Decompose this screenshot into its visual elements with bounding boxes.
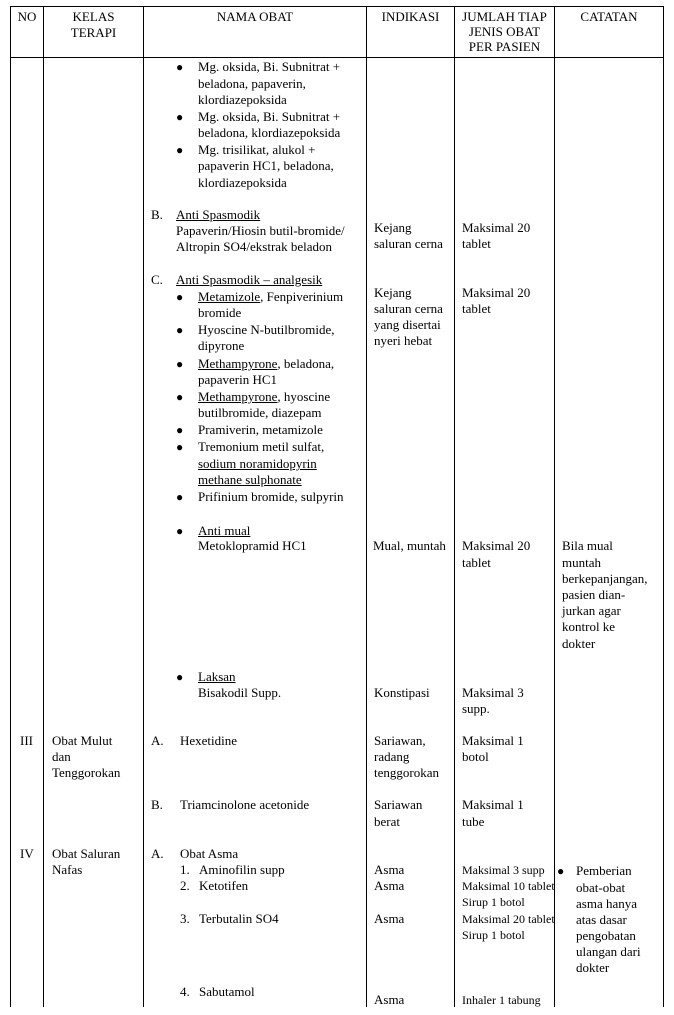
jumlah-text: Maksimal 1	[462, 797, 524, 812]
med-line: Mg. trisilikat, alukol +	[198, 142, 316, 157]
bullet-icon: ●	[176, 490, 184, 504]
med-line: Papaverin/Hiosin butil-bromide/	[176, 223, 345, 238]
kelas-text: dan	[52, 749, 71, 764]
catatan-text: atas dasar	[576, 912, 627, 927]
header-no: NO	[17, 9, 37, 24]
catatan-text: jurkan agar	[562, 603, 621, 618]
med-line: Bisakodil Supp.	[198, 685, 282, 700]
med-line: sodium noramidopyrin	[198, 456, 317, 471]
list-number: 3.	[180, 911, 190, 926]
med-line: Triamcinolone acetonide	[180, 797, 310, 812]
med-line: Hyoscine N-butilbromide,	[198, 322, 335, 337]
indikasi-text: Kejang	[374, 220, 412, 235]
header-divider	[10, 57, 664, 58]
bullet-icon: ●	[176, 323, 184, 337]
med-line: papaverin HC1	[198, 372, 278, 387]
col-divider-no	[43, 6, 44, 1007]
med-line: Mg. oksida, Bi. Subnitrat +	[198, 59, 341, 74]
jumlah-text: Maksimal 1	[462, 733, 524, 748]
indikasi-text: yang disertai	[374, 317, 441, 332]
jumlah-text: supp.	[462, 701, 490, 716]
bullet-icon: ●	[176, 524, 184, 538]
header-kelas-line2: TERAPI	[70, 25, 117, 40]
kelas-text: Nafas	[52, 862, 83, 877]
indikasi-text: tenggorokan	[374, 765, 439, 780]
catatan-text: ulangan dari	[576, 944, 641, 959]
indikasi-text: nyeri hebat	[374, 333, 433, 348]
row-number: III	[20, 733, 33, 748]
header-jumlah-line3: PER PASIEN	[468, 39, 541, 54]
med-line	[198, 389, 330, 405]
list-number: 4.	[180, 984, 190, 999]
med-rest: , Fenpiverinium	[260, 289, 344, 304]
bullet-icon: ●	[176, 143, 184, 157]
kelas-text: Obat Mulut	[52, 733, 113, 748]
jumlah-text: Maksimal 3	[462, 685, 524, 700]
catatan-text: obat-obat	[576, 880, 626, 895]
kelas-text: Obat Saluran	[52, 846, 121, 861]
indikasi-text: berat	[374, 814, 400, 829]
indikasi-text: saluran cerna	[374, 301, 443, 316]
jumlah-text: Maksimal 3 supp	[462, 863, 545, 877]
section-title: Anti Spasmodik	[176, 207, 261, 222]
bullet-icon: ●	[176, 670, 184, 684]
med-rest: , hyoscine	[277, 389, 331, 404]
med-line: butilbromide, diazepam	[198, 405, 322, 420]
med-underlined: Methampyrone	[198, 389, 278, 404]
catatan-text: dokter	[576, 960, 610, 975]
med-line: beladona, klordiazepoksida	[198, 125, 341, 140]
jumlah-text: Maksimal 20	[462, 220, 531, 235]
bullet-icon: ●	[176, 440, 184, 454]
catatan-text: pasien dian-	[562, 587, 626, 602]
med-line: Prifinium bromide, sulpyrin	[198, 489, 344, 504]
med-line: methane sulphonate	[198, 472, 302, 487]
med-line: Sabutamol	[199, 984, 255, 999]
med-line: Mg. oksida, Bi. Subnitrat +	[198, 109, 341, 124]
indikasi-text: saluran cerna	[374, 236, 443, 251]
section-letter: C.	[151, 272, 163, 287]
bullet-icon: ●	[176, 110, 184, 124]
indikasi-text: Asma	[374, 862, 405, 877]
section-letter: B.	[151, 797, 163, 812]
section-title: Obat Asma	[180, 846, 239, 861]
med-line: dipyrone	[198, 338, 245, 353]
indikasi-text: Asma	[374, 911, 405, 926]
catatan-text: dokter	[562, 636, 596, 651]
med-line: Hexetidine	[180, 733, 238, 748]
kelas-text: Tenggorokan	[52, 765, 121, 780]
med-line: Aminofilin supp	[199, 862, 285, 877]
med-line: beladona, papaverin,	[198, 76, 306, 91]
section-letter: B.	[151, 207, 163, 222]
med-line: Pramiverin, metamizole	[198, 422, 323, 437]
med-underlined: Metamizole	[198, 289, 261, 304]
header-nama: NAMA OBAT	[216, 9, 294, 24]
col-divider-jumlah	[554, 6, 555, 1007]
catatan-text: Pemberian	[576, 863, 632, 878]
jumlah-text: tablet	[462, 236, 491, 251]
jumlah-text: Maksimal 20	[462, 285, 531, 300]
indikasi-text: Konstipasi	[374, 685, 430, 700]
bullet-icon: ●	[176, 357, 184, 371]
med-line: Altropin SO4/ekstrak beladon	[176, 239, 332, 254]
jumlah-text: tube	[462, 814, 485, 829]
catatan-text: berkepanjangan,	[562, 571, 648, 586]
section-letter: A.	[151, 846, 164, 861]
indikasi-text: Kejang	[374, 285, 412, 300]
catatan-text: asma hanya	[576, 896, 638, 911]
catatan-text: pengobatan	[576, 928, 636, 943]
jumlah-text: Maksimal 10 tablet	[462, 879, 555, 893]
list-number: 1.	[180, 862, 190, 877]
list-number: 2.	[180, 878, 190, 893]
section-title: Anti Spasmodik – analgesik	[176, 272, 323, 287]
header-jumlah-line2: JENIS OBAT	[468, 24, 541, 39]
jumlah-text: tablet	[462, 301, 491, 316]
catatan-text: kontrol ke	[562, 619, 616, 634]
section-letter: A.	[151, 733, 164, 748]
bullet-icon: ●	[176, 390, 184, 404]
med-line: Tremonium metil sulfat,	[198, 439, 325, 454]
bullet-icon: ●	[176, 423, 184, 437]
med-rest: , beladona,	[277, 356, 335, 371]
jumlah-text: Maksimal 20	[462, 538, 531, 553]
jumlah-text: botol	[462, 749, 489, 764]
med-line: papaverin HC1, beladona,	[198, 158, 334, 173]
indikasi-text: radang	[374, 749, 410, 764]
header-catatan: CATATAN	[580, 9, 638, 24]
med-line: klordiazepoksida	[198, 175, 287, 190]
col-divider-indikasi	[454, 6, 455, 1007]
jumlah-text: Sirup 1 botol	[462, 928, 525, 942]
bullet-icon: ●	[176, 290, 184, 304]
header-jumlah-line1: JUMLAH TIAP	[462, 9, 547, 24]
indikasi-text: Sariawan	[374, 797, 423, 812]
med-line	[198, 289, 343, 305]
catatan-text: muntah	[562, 555, 601, 570]
indikasi-text: Mual, muntah	[373, 538, 446, 553]
indikasi-text: Asma	[374, 992, 405, 1007]
header-indikasi: INDIKASI	[381, 9, 440, 24]
table-border-right	[663, 6, 664, 1007]
col-divider-kelas	[143, 6, 144, 1007]
section-title: Anti mual	[198, 523, 251, 538]
jumlah-text: Inhaler 1 tabung	[462, 993, 541, 1007]
indikasi-text: Sariawan,	[374, 733, 426, 748]
header-kelas-line1: KELAS	[72, 9, 115, 24]
catatan-text: Bila mual	[562, 538, 613, 553]
med-line: klordiazepoksida	[198, 92, 287, 107]
med-underlined: Methampyrone	[198, 356, 278, 371]
med-line: Ketotifen	[199, 878, 249, 893]
jumlah-text: Sirup 1 botol	[462, 895, 525, 909]
bullet-icon: ●	[557, 864, 565, 878]
indikasi-text: Asma	[374, 878, 405, 893]
jumlah-text: tablet	[462, 555, 491, 570]
med-line: Terbutalin SO4	[199, 911, 279, 926]
table-border-left	[10, 6, 11, 1007]
col-divider-nama	[366, 6, 367, 1007]
table-border-top	[10, 6, 664, 7]
med-line: bromide	[198, 305, 242, 320]
jumlah-text: Maksimal 20 tablet	[462, 912, 555, 926]
row-number: IV	[20, 846, 34, 861]
section-title: Laksan	[198, 669, 236, 684]
med-line: Metoklopramid HC1	[198, 538, 307, 553]
bullet-icon: ●	[176, 60, 184, 74]
med-line	[198, 356, 334, 372]
